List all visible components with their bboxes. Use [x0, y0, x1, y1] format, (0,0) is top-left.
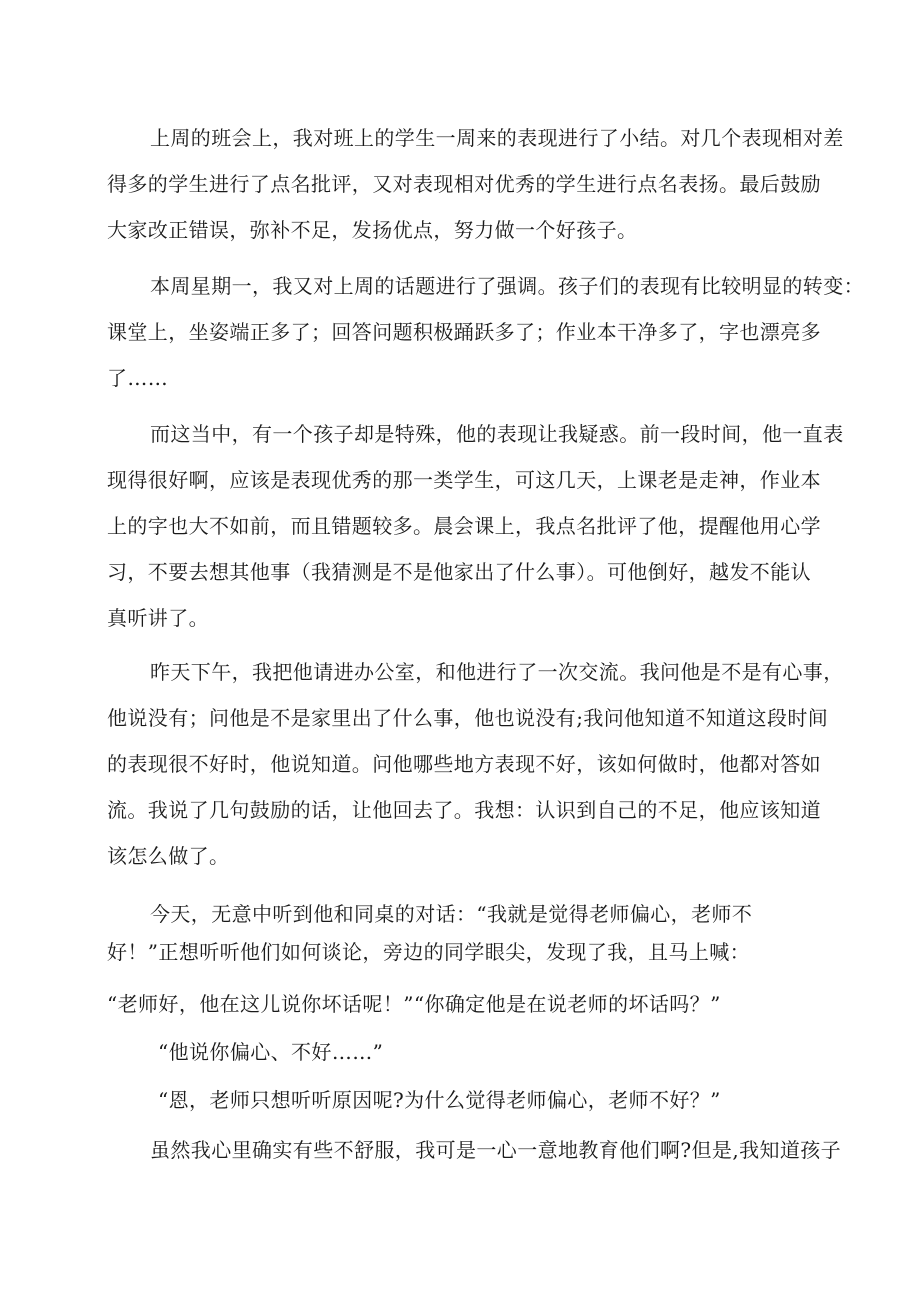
paragraph-4-line-4: 流。我说了几句鼓励的话，让他回去了。我想：认识到自己的不足，他应该知道 — [107, 798, 821, 822]
paragraph-4-line-1: 昨天下午，我把他请进办公室，和他进行了一次交流。我问他是不是有心事， — [150, 660, 844, 684]
paragraph-1-line-1: 上周的班会上，我对班上的学生一周来的表现进行了小结。对几个表现相对差 — [150, 126, 844, 150]
paragraph-5-line-1: 今天，无意中听到他和同桌的对话：“我就是觉得老师偏心，老师不 — [150, 902, 753, 926]
paragraph-3-line-4: 习，不要去想其他事（我猜测是不是他家出了什么事）。可他倒好，越发不能认 — [107, 560, 811, 584]
paragraph-1-line-3: 大家改正错误，弥补不足，发扬优点，努力做一个好孩子。 — [107, 218, 638, 242]
paragraph-4-line-2: 他说没有；问他是不是家里出了什么事，他也说没有;我问他知道不知道这段时间 — [107, 706, 829, 730]
paragraph-2-line-1: 本周星期一，我又对上周的话题进行了强调。孩子们的表现有比较明显的转变： — [150, 274, 864, 298]
dialogue-line-2: “他说你偏心、不好……” — [158, 1040, 384, 1064]
paragraph-1-line-2: 得多的学生进行了点名批评，又对表现相对优秀的学生进行点名表扬。最后鼓励 — [107, 172, 821, 196]
paragraph-4-line-3: 的表现很不好时，他说知道。问他哪些地方表现不好，该如何做时，他都对答如 — [107, 752, 821, 776]
paragraph-3-line-5: 真听讲了。 — [107, 606, 209, 630]
paragraph-3-line-2: 现得很好啊，应该是表现优秀的那一类学生，可这几天，上课老是走神，作业本 — [107, 468, 821, 492]
paragraph-5-line-2: 好！”正想听听他们如何谈论，旁边的同学眼尖，发现了我，且马上喊： — [107, 940, 751, 964]
paragraph-2-line-2: 课堂上，坐姿端正多了；回答问题积极踊跃多了；作业本干净多了，字也漂亮多 — [107, 320, 821, 344]
closing-line: 虽然我心里确实有些不舒服，我可是一心一意地教育他们啊?但是,我知道孩子 — [150, 1138, 842, 1162]
dialogue-line-1: “老师好，他在这儿说你坏话呢！”“你确定他是在说老师的坏话吗？” — [107, 992, 721, 1016]
paragraph-3-line-3: 上的字也大不如前，而且错题较多。晨会课上，我点名批评了他，提醒他用心学 — [107, 514, 821, 538]
paragraph-3-line-1: 而这当中，有一个孩子却是特殊，他的表现让我疑惑。前一段时间，他一直表 — [150, 422, 844, 446]
dialogue-line-3: “恩，老师只想听听原因呢?为什么觉得老师偏心，老师不好？” — [158, 1088, 721, 1112]
paragraph-4-line-5: 该怎么做了。 — [107, 844, 230, 868]
paragraph-2-line-3: 了…… — [107, 366, 169, 390]
